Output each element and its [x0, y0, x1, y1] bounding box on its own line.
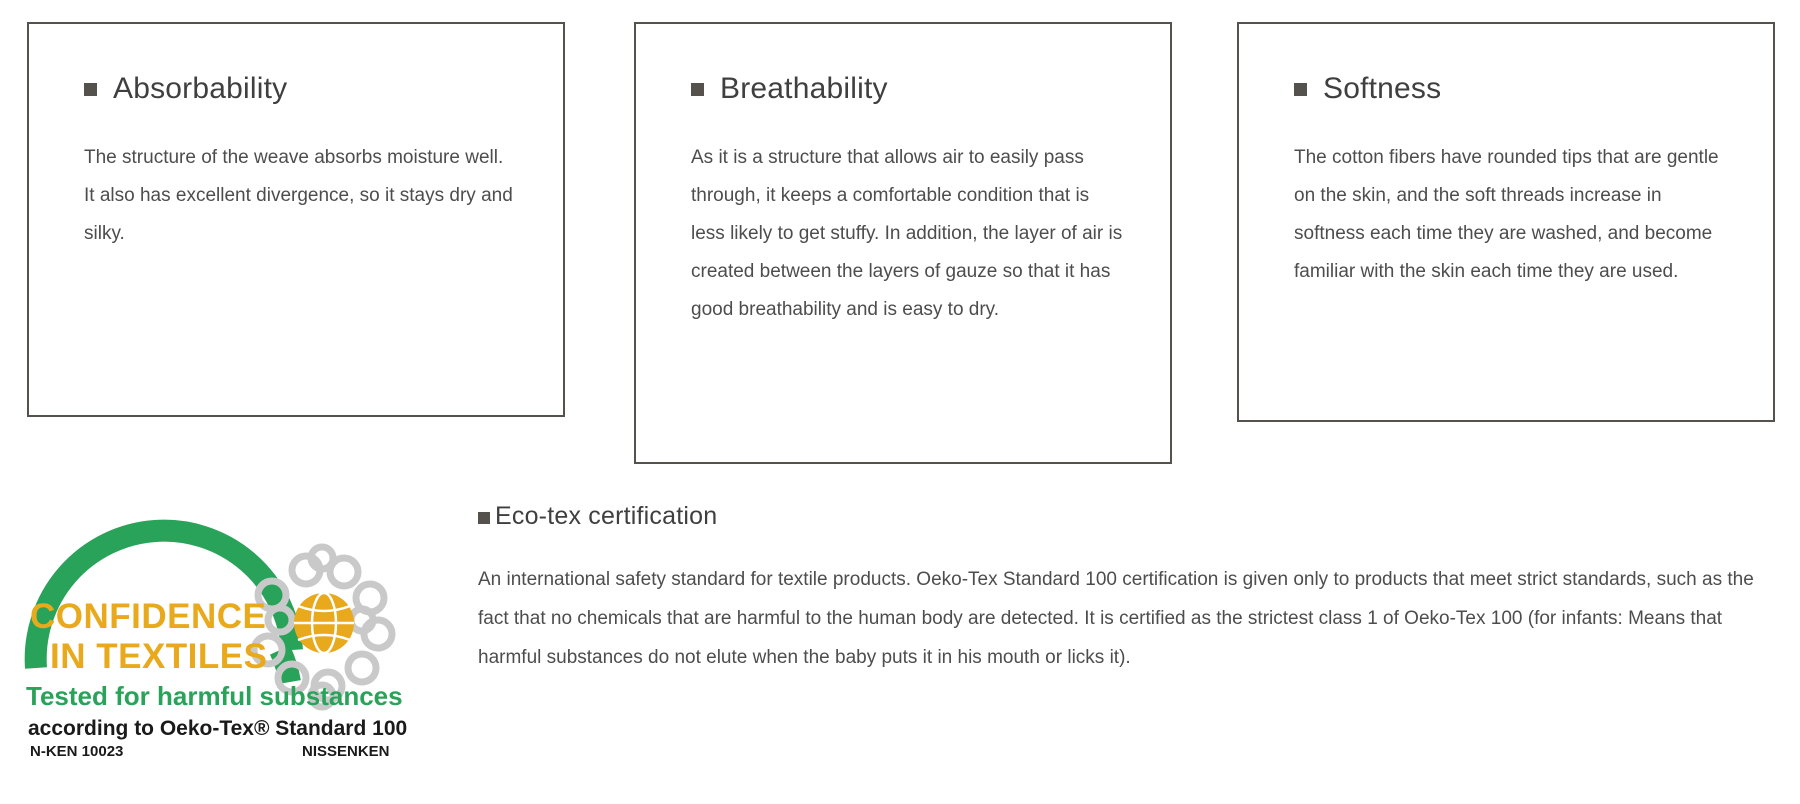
certification-title-text: Eco-tex certification [495, 502, 718, 530]
square-bullet-icon [84, 83, 97, 96]
square-bullet-icon [691, 83, 704, 96]
feature-card-body: As it is a structure that allows air to easily pass through, it keeps a comfortable condition that is less likely to get stuffy. In addition, the layer of air is created between the layers of gauze so that it has good breathability and is easy to dry. [691, 147, 1123, 320]
svg-text:N-KEN 10023: N-KEN 10023 [30, 743, 124, 760]
feature-card-title-text: Softness [1323, 72, 1442, 105]
feature-card-breathability [634, 22, 1172, 464]
feature-card-title-text: Breathability [720, 72, 888, 105]
svg-text:CONFIDENCE: CONFIDENCE [30, 597, 267, 636]
oeko-tex-confidence-in-textiles-logo [22, 500, 422, 760]
svg-text:NISSENKEN: NISSENKEN [302, 743, 390, 760]
feature-card-title [1294, 72, 1729, 105]
feature-card-title-text: Absorbability [113, 72, 288, 105]
feature-card-content [29, 24, 563, 283]
svg-text:according to Oeko-Tex® Standar: according to Oeko-Tex® Standard 100 [28, 717, 408, 740]
feature-card-content [636, 24, 1170, 359]
certification-title [478, 502, 1778, 531]
square-bullet-icon [478, 512, 490, 524]
feature-card-absorbability [27, 22, 565, 417]
certification-section [0, 490, 1800, 804]
feature-card-title [691, 72, 1126, 105]
feature-card-body: The cotton fibers have rounded tips that are gentle on the skin, and the soft threads increase in softness each time they are washed, and become familiar with the skin each time they are used. [1294, 147, 1719, 282]
svg-text:IN TEXTILES: IN TEXTILES [50, 637, 268, 676]
certification-text-block [478, 502, 1778, 678]
svg-text:Tested for harmful substances: Tested for harmful substances [26, 681, 403, 711]
square-bullet-icon [1294, 83, 1307, 96]
feature-card-title [84, 72, 519, 105]
feature-card-content [1239, 24, 1773, 321]
certification-body: An international safety standard for textile products. Oeko-Tex Standard 100 certification is given only to products that meet strict standards, such as the fact that no chemicals that are harmful to the human body are detected. It is certified as the strictest class 1 of Oeko-Tex 100 (for infants: Means that harmful substances do not elute when the baby puts it in his mouth or licks it). [478, 569, 1754, 668]
feature-card-softness [1237, 22, 1775, 422]
feature-card-body: The structure of the weave absorbs moisture well. It also has excellent divergence, so it stays dry and silky. [84, 147, 513, 244]
